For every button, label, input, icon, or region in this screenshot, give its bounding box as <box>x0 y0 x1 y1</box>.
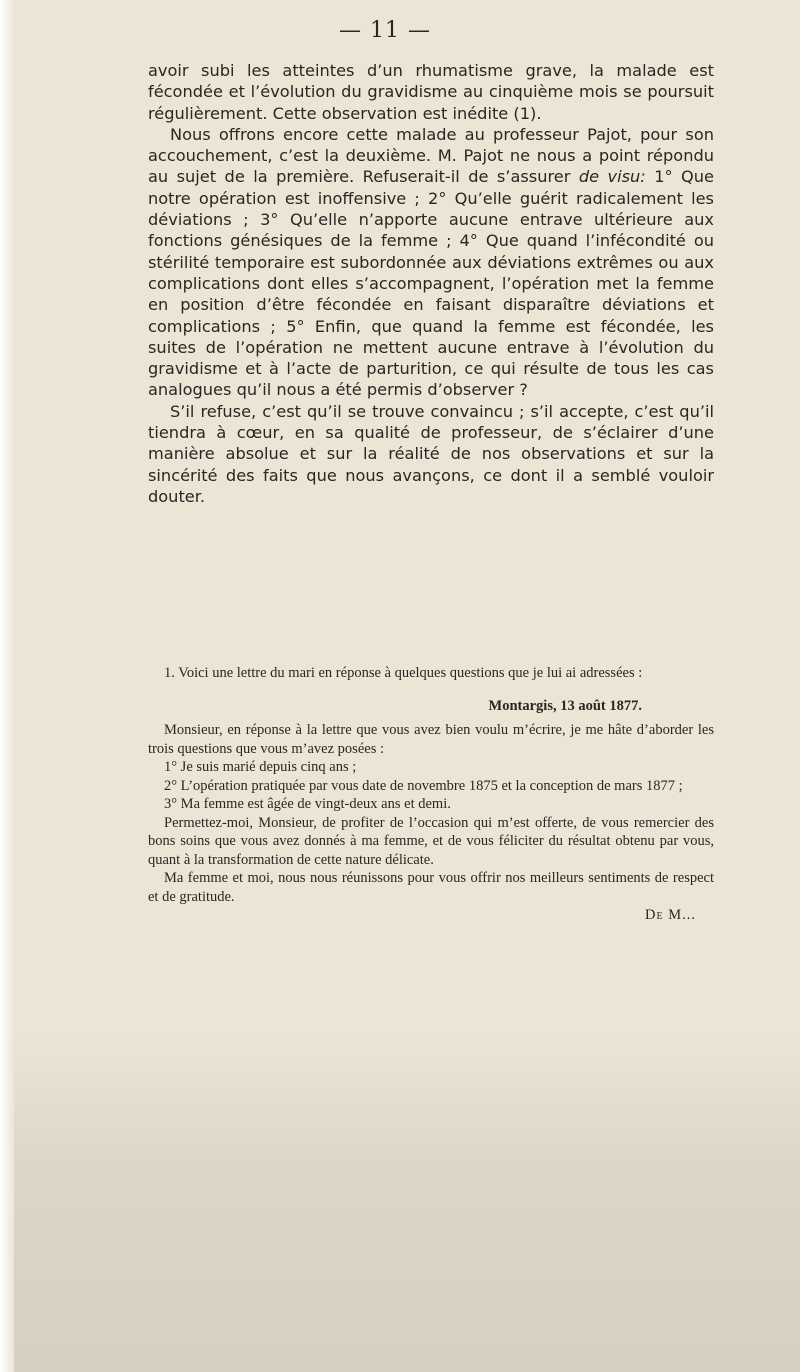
footnote <box>148 664 714 925</box>
page-bottom-shadow <box>0 1035 800 1372</box>
paragraph-2-italic: de visu: <box>578 167 646 187</box>
paragraph-2 <box>148 124 714 401</box>
letter-place-date: Montargis, 13 août 1877. <box>488 697 642 714</box>
letter-thanks: Permettez-moi, Monsieur, de profiter de l’occasion qui m’est offerte, de vous remercier des bons soins que vous avez donnés à ma femme, et de vous féliciter du résultat obtenu par vous, quant à la transformation de cette nature délicate. <box>148 814 714 868</box>
footnote-intro: 1. Voici une lettre du mari en réponse à quelques questions que je lui ai adressées : <box>164 665 643 681</box>
paragraph-2-part-b: 1° Que notre opération est inoffensive ; 2° Qu’elle guérit radicalement les déviations ; 3° Qu’elle n’apporte aucune entrave ultérieure aux fonctions génésiques de la femme ; 4° Que quand l’infécondité ou stérilité temporaire est subordonnée aux déviations extrêmes ou aux complications dont elles s’accompagnent, l’opération met la femme en position d’être fécondée en faisant disparaître déviations et complications ; 5° Enfin, que quand la femme est fécondée, les suites de l’opération ne mettent aucune entrave à l’évolution du gravidisme et à l’acte de parturition, ce qui résulte de tous les cas analogues qu’il nous a été permis d’observer ? <box>148 167 714 400</box>
page-left-edge <box>0 0 14 1372</box>
letter-salutation: Monsieur, en réponse à la lettre que vous avez bien voulu m’écrire, je me hâte d’aborder les trois questions que vous m’avez posées : <box>148 722 714 757</box>
paragraph-3: S’il refuse, c’est qu’il se trouve convaincu ; s’il accepte, c’est qu’il tiendra à cœur, en sa qualité de professeur, de s’éclairer d’une manière absolue et sur la réalité de nos observations et sur la sincérité des faits que nous avançons, ce dont il a semblé vouloir douter. <box>148 401 714 506</box>
letter-signature: De M... <box>645 907 696 923</box>
letter-item-1: 1° Je suis marié depuis cinq ans ; <box>164 759 357 775</box>
page-number: — 11 — <box>339 18 431 43</box>
letter-closing: Ma femme et moi, nous nous réunissons pour vous offrir nos meilleurs sentiments de respect et de gratitude. <box>148 870 714 905</box>
paragraph-1: avoir subi les atteintes d’un rhumatisme grave, la malade est fécondée et l’évolution du gravidisme au cinquième mois se poursuit régulièrement. Cette observation est inédite (1). <box>148 61 714 123</box>
letter-item-2: 2° L’opération pratiquée par vous date de novembre 1875 et la conception de mars 1877 ; <box>164 777 683 794</box>
body-text <box>148 60 714 507</box>
letter-item-3: 3° Ma femme est âgée de vingt-deux ans et demi. <box>164 796 451 812</box>
paragraph-2-part-a: Nous offrons encore cette malade au professeur Pajot, pour son accouchement, c’est la deuxième. M. Pajot ne nous a point répondu au sujet de la première. Refuserait-il de s’assurer <box>148 124 714 187</box>
